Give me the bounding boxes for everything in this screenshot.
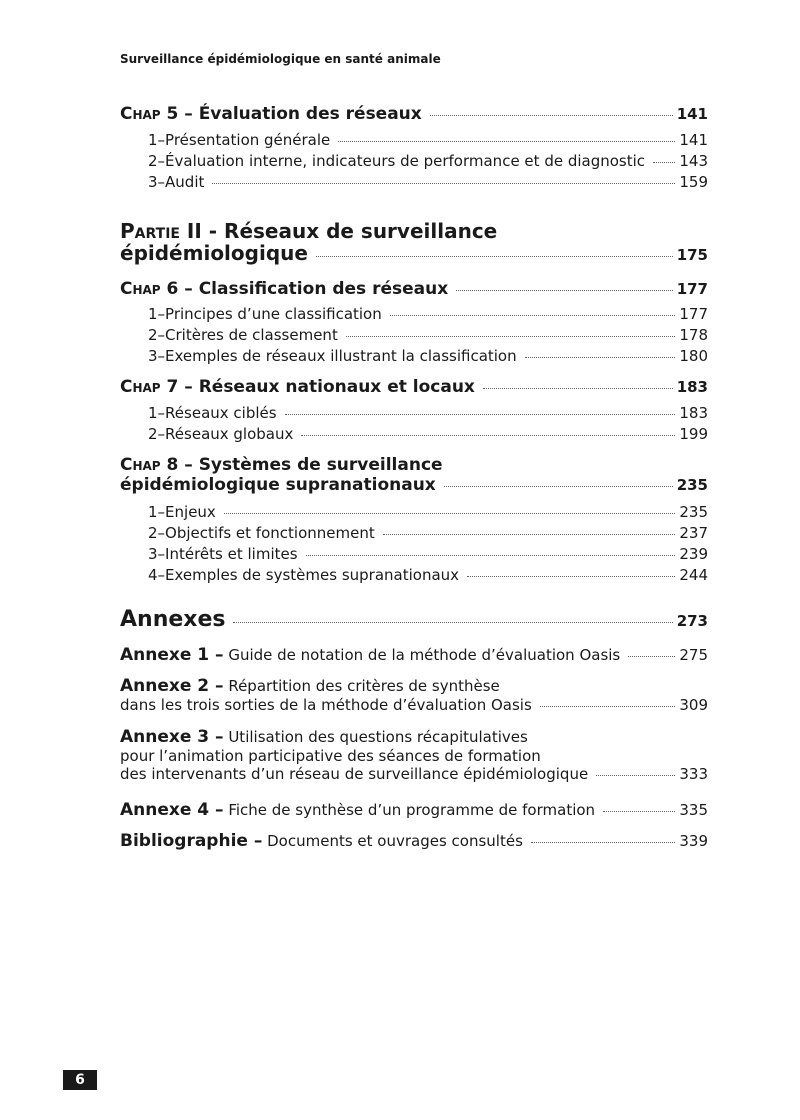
- page-ref: 273: [676, 612, 708, 630]
- page-ref: 335: [679, 801, 708, 819]
- dot-leader: [301, 435, 675, 436]
- annexes-heading[interactable]: [120, 607, 708, 632]
- chapter-heading[interactable]: [120, 377, 708, 397]
- section-label: 2–Réseaux globaux: [148, 425, 294, 443]
- dot-leader: [540, 706, 676, 707]
- toc-section[interactable]: [120, 503, 708, 524]
- annexes-title: Annexes: [120, 607, 226, 632]
- page-ref: 239: [679, 545, 708, 563]
- page-ref: 275: [679, 646, 708, 664]
- toc-annexe4[interactable]: [120, 800, 708, 820]
- page-ref: 237: [679, 524, 708, 542]
- dot-leader: [483, 388, 673, 389]
- section-label: 1–Principes d’une classification: [148, 305, 382, 323]
- page-ref: 159: [679, 173, 708, 191]
- section-label: 3–Intérêts et limites: [148, 545, 298, 563]
- dot-leader: [444, 486, 673, 487]
- page-ref: 235: [679, 503, 708, 521]
- page-ref: 175: [676, 246, 708, 264]
- page-ref: 183: [679, 404, 708, 422]
- page-ref: 177: [679, 305, 708, 323]
- dot-leader: [390, 315, 676, 316]
- page-ref: 141: [679, 131, 708, 149]
- toc-section[interactable]: [120, 404, 708, 425]
- toc-section[interactable]: [120, 173, 708, 194]
- chapter-title: Chap 5 – Évaluation des réseaux: [120, 104, 422, 124]
- annex-entry: [120, 800, 708, 820]
- chapter-title-line1: Chap 8 – Systèmes de surveillance: [120, 455, 443, 475]
- part-title-text: épidémiologique: [120, 241, 308, 265]
- dot-leader: [603, 811, 675, 812]
- dot-leader: [285, 414, 676, 415]
- section-label: 4–Exemples de systèmes supranationaux: [148, 566, 460, 584]
- chapter-title: Chap 7 – Réseaux nationaux et locaux: [120, 377, 475, 397]
- page-ref: 183: [676, 378, 708, 396]
- dot-leader: [224, 513, 676, 514]
- page-ref: 339: [679, 832, 708, 850]
- toc-section[interactable]: [120, 152, 708, 173]
- dot-leader: [346, 336, 676, 337]
- annex-entry: [120, 831, 708, 851]
- chapter-title-line2: [120, 475, 708, 495]
- toc-section[interactable]: [120, 326, 708, 347]
- toc-section[interactable]: [120, 524, 708, 545]
- annex-label: Annexe 4 – Fiche de synthèse d’un programme de formation: [120, 800, 596, 820]
- page-ref: 143: [679, 152, 708, 170]
- dot-leader: [467, 576, 675, 577]
- section-label: 3–Exemples de réseaux illustrant la classification: [148, 347, 517, 365]
- dot-leader: [306, 555, 676, 556]
- annex-text: dans les trois sorties de la méthode d’évaluation Oasis: [120, 696, 532, 714]
- annex-label: Annexe 1 – Guide de notation de la méthode d’évaluation Oasis: [120, 645, 621, 665]
- dot-leader: [596, 775, 675, 776]
- toc-annexe3[interactable]: [120, 727, 708, 783]
- dot-leader: [628, 656, 675, 657]
- chapter-title: Chap 6 – Classification des réseaux: [120, 279, 449, 299]
- section-label: 1–Réseaux ciblés: [148, 404, 277, 422]
- dot-leader: [316, 256, 673, 257]
- page-ref: 309: [679, 696, 708, 714]
- annex-line3: [120, 765, 708, 783]
- page-ref: 235: [676, 476, 708, 494]
- chapter-heading[interactable]: [120, 104, 708, 124]
- page-ref: 177: [676, 280, 708, 298]
- section-label: 1–Présentation générale: [148, 131, 331, 149]
- page-ref: 180: [679, 347, 708, 365]
- toc-chap6: [120, 279, 708, 299]
- part-title-line1: Partie II - Réseaux de surveillance: [120, 219, 498, 243]
- running-header: Surveillance épidémiologique en santé animale: [120, 52, 441, 66]
- part-title-line2: [120, 241, 708, 265]
- toc-chap5-sections: [120, 131, 708, 194]
- toc-annexe2[interactable]: [120, 676, 708, 714]
- toc-section[interactable]: [120, 305, 708, 326]
- dot-leader: [383, 534, 676, 535]
- dot-leader: [653, 162, 675, 163]
- toc-chap7-sections: [120, 404, 708, 446]
- toc-section[interactable]: [120, 545, 708, 566]
- toc-chap6-sections: [120, 305, 708, 368]
- page-ref: 244: [679, 566, 708, 584]
- dot-leader: [525, 357, 676, 358]
- section-label: 3–Audit: [148, 173, 205, 191]
- toc-annexes: [120, 607, 708, 632]
- section-label: 2–Évaluation interne, indicateurs de performance et de diagnostic: [148, 152, 646, 170]
- section-label: 2–Objectifs et fonctionnement: [148, 524, 375, 542]
- page-ref: 178: [679, 326, 708, 344]
- toc-section[interactable]: [120, 566, 708, 587]
- toc-chap5: [120, 104, 708, 124]
- toc-chap8[interactable]: [120, 455, 708, 495]
- annex-line2: [120, 696, 708, 714]
- toc-bibliographie[interactable]: [120, 831, 708, 851]
- section-label: 1–Enjeux: [148, 503, 216, 521]
- annex-label: Bibliographie – Documents et ouvrages consultés: [120, 831, 523, 851]
- page-ref: 199: [679, 425, 708, 443]
- page-ref: 333: [679, 765, 708, 783]
- page-ref: 141: [676, 105, 708, 123]
- toc-chap7: [120, 377, 708, 397]
- toc-annexe1[interactable]: [120, 645, 708, 665]
- annex-entry: [120, 645, 708, 665]
- toc-section[interactable]: [120, 425, 708, 446]
- dot-leader: [456, 290, 673, 291]
- dot-leader: [233, 622, 672, 623]
- section-label: 2–Critères de classement: [148, 326, 338, 344]
- annex-line1: Annexe 2 – Répartition des critères de synthèse: [120, 676, 500, 696]
- annex-text: des intervenants d’un réseau de surveillance épidémiologique: [120, 765, 589, 783]
- chapter-heading[interactable]: [120, 279, 708, 299]
- toc-section[interactable]: [120, 347, 708, 368]
- annex-line2: pour l’animation participative des séances de formation: [120, 747, 541, 765]
- dot-leader: [531, 842, 675, 843]
- dot-leader: [430, 115, 673, 116]
- chapter-title-text: épidémiologique supranationaux: [120, 475, 436, 495]
- toc-section[interactable]: [120, 131, 708, 152]
- dot-leader: [212, 183, 675, 184]
- page-number: 6: [63, 1070, 97, 1090]
- dot-leader: [338, 141, 675, 142]
- toc-partie2[interactable]: [120, 219, 708, 265]
- annex-line1: Annexe 3 – Utilisation des questions récapitulatives: [120, 727, 528, 747]
- toc-chap8-sections: [120, 503, 708, 587]
